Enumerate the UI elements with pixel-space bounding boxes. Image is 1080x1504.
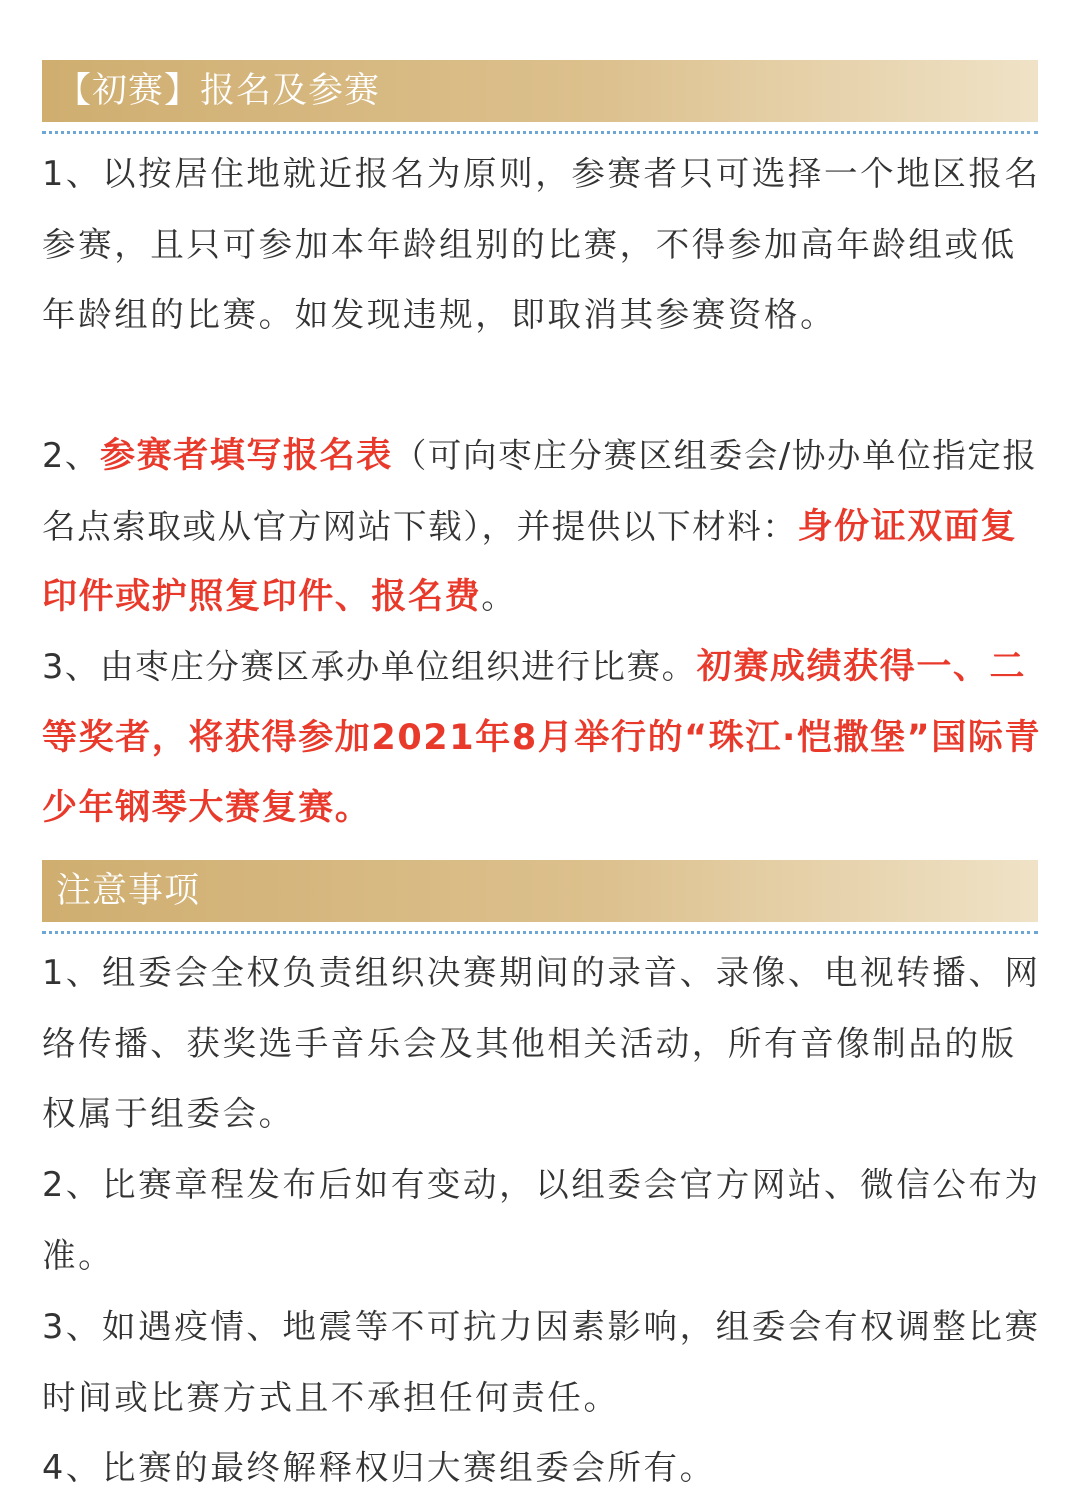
notes-item-2: 2、比赛章程发布后如有变动，以组委会官方网站、微信公布为准。 — [42, 1165, 1041, 1275]
registration-item-3 — [42, 632, 1042, 844]
section-title: 注意事项 — [56, 871, 201, 911]
dotted-divider — [42, 931, 1038, 934]
item-text: （可向枣庄分赛区组委会/协办单位指定报名点索取或从官方网站下载），并提供以下材料： — [42, 436, 1038, 546]
notes-item-4: 4、比赛的最终解释权归大赛组委会所有。 — [42, 1448, 716, 1487]
section-header-registration — [42, 60, 1038, 122]
notes-item-3: 3、如遇疫情、地震等不可抗力因素影响，组委会有权调整比赛时间或比赛方式且不承担任何责任。 — [42, 1307, 1041, 1417]
notes-item-1: 1、组委会全权负责组织决赛期间的录音、录像、电视转播、网络传播、获奖选手音乐会及其他相关活动，所有音像制品的版权属于组委会。 — [42, 953, 1041, 1133]
section-header-notes — [42, 860, 1038, 922]
highlight-advancement: 初赛成绩获得一、二等奖者，将获得参加2021年8月举行的“珠江·恺撒堡”国际青少年钢琴大赛复赛。 — [42, 647, 1042, 828]
registration-item-2 — [42, 421, 1042, 633]
item-period: 。 — [481, 577, 517, 616]
item-number: 2、 — [42, 436, 101, 475]
section-title: 【初赛】报名及参赛 — [56, 71, 381, 111]
registration-item-1: 1、以按居住地就近报名为原则，参赛者只可选择一个地区报名参赛，且只可参加本年龄组别的比赛，不得参加高年龄组或低年龄组的比赛。如发现违规，即取消其参赛资格。 — [42, 154, 1041, 334]
item-text: 3、由枣庄分赛区承办单位组织进行比赛。 — [42, 647, 697, 686]
highlight-fill-form: 参赛者填写报名表 — [100, 436, 393, 476]
dotted-divider — [42, 131, 1038, 134]
highlight-required-materials: 身份证双面复印件或护照复印件、报名费 — [42, 506, 1018, 617]
